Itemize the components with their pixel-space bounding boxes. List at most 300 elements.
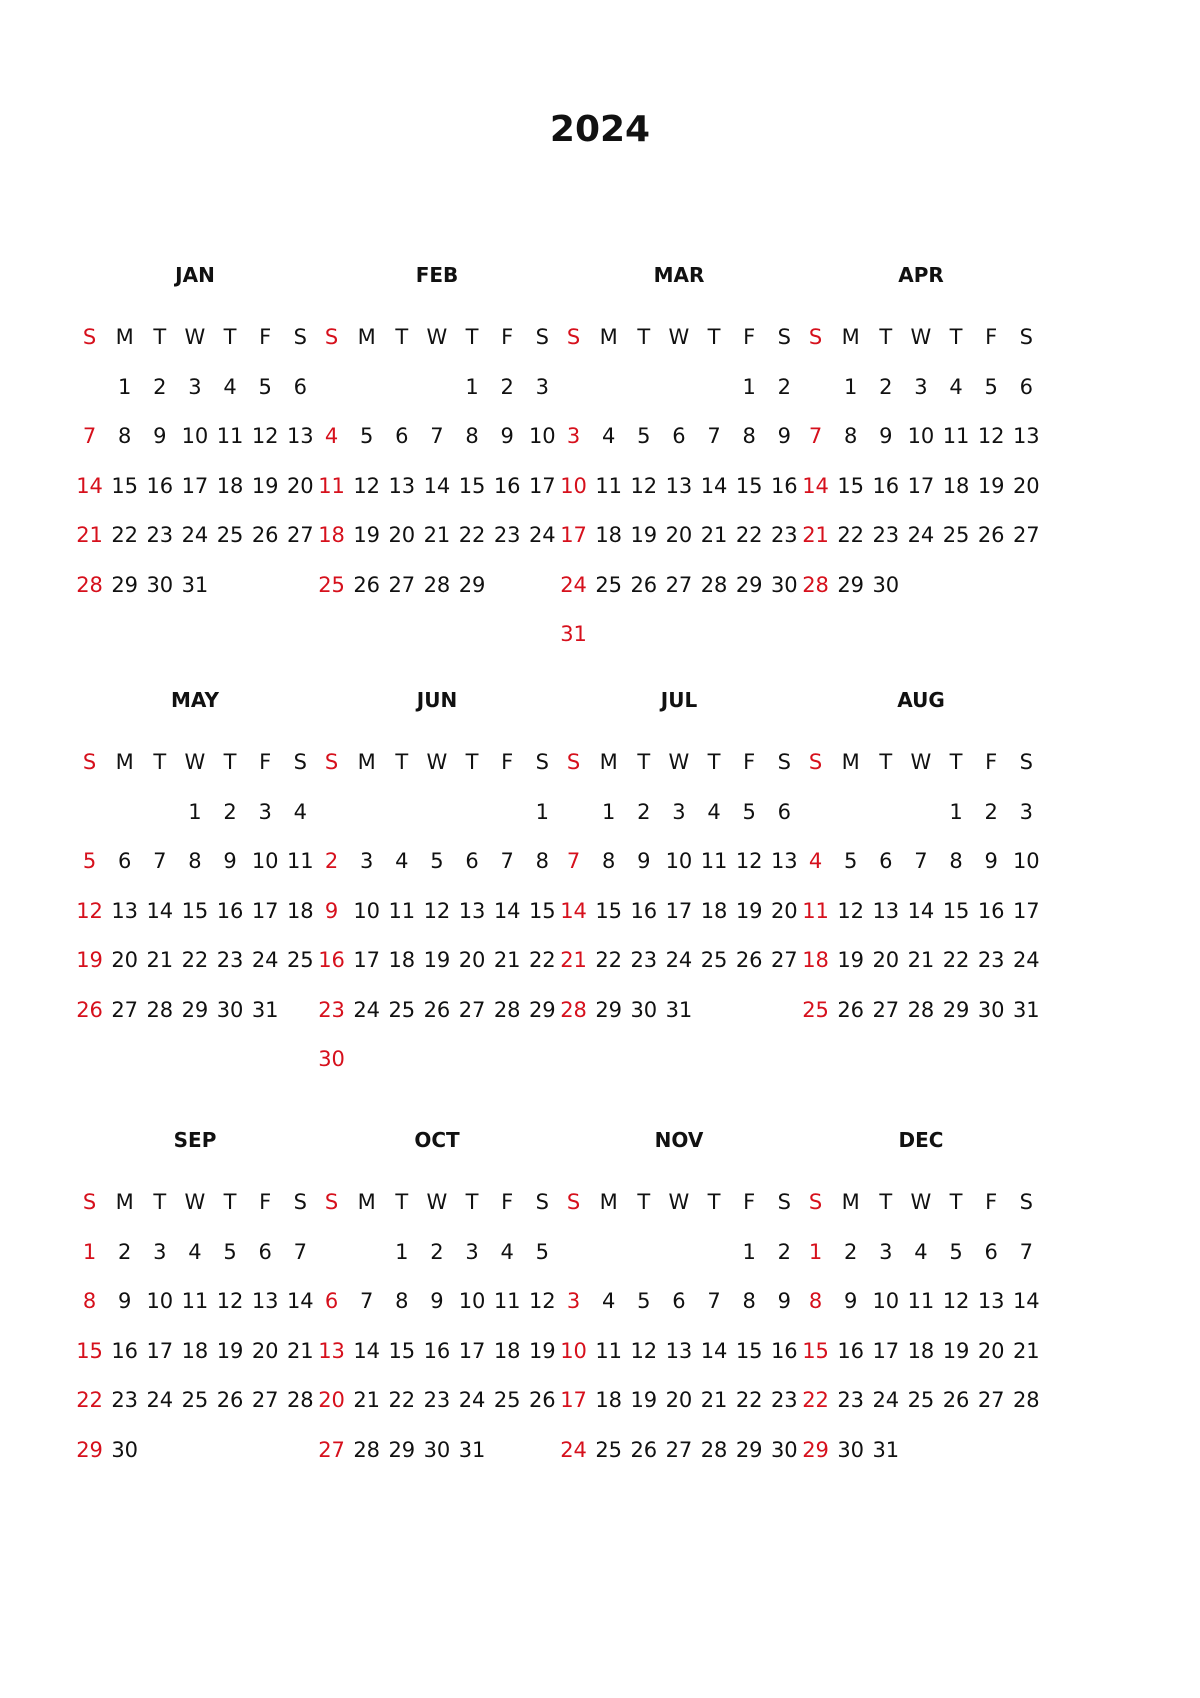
day-cell: 10 (146, 1289, 174, 1313)
empty-cell (661, 1239, 696, 1289)
day-cell: 30 (630, 997, 658, 1022)
day-cell: 6 (672, 1289, 686, 1313)
weekday-header: S (293, 325, 307, 349)
weekday-header: T (395, 750, 409, 774)
day-cell: 28 (493, 997, 521, 1022)
weekday-header: M (841, 750, 860, 774)
weekday-header: F (743, 325, 756, 349)
day-cell: 25 (595, 1437, 623, 1462)
day-cell: 18 (700, 898, 728, 923)
day-cell: 26 (423, 997, 451, 1022)
day-cell: 18 (595, 1388, 623, 1412)
day-cell: 25 (942, 523, 970, 547)
day-cell: 21 (423, 523, 451, 547)
day-cell: 24 (665, 948, 693, 972)
day-cell: 17 (251, 898, 279, 923)
day-cell: 23 (837, 1388, 865, 1412)
day-cell: 21 (802, 523, 829, 547)
empty-cell (556, 374, 591, 424)
day-cell: 16 (872, 473, 900, 498)
day-cell: 14 (146, 898, 174, 923)
day-cell: 19 (630, 1388, 658, 1412)
day-cell: 28 (802, 572, 829, 597)
weekday-header: T (879, 750, 893, 774)
day-cell: 11 (700, 849, 728, 873)
day-cell: 27 (286, 523, 314, 547)
empty-cell (868, 799, 903, 849)
day-cell: 28 (560, 997, 587, 1022)
day-cell: 15 (802, 1338, 829, 1363)
weekday-header: W (910, 1190, 932, 1214)
day-cell: 8 (602, 849, 616, 873)
day-cell: 30 (770, 572, 798, 597)
weekday-header: T (223, 750, 237, 774)
weekday-header: S (566, 1190, 581, 1214)
weekday-header: F (985, 750, 998, 774)
day-cell: 13 (286, 424, 314, 448)
weekday-header: T (707, 325, 721, 349)
weekday-header: T (879, 325, 893, 349)
weekday-header: T (949, 325, 963, 349)
weekday-header: T (395, 325, 409, 349)
day-cell: 15 (595, 898, 623, 923)
day-cell: 22 (76, 1388, 103, 1412)
day-cell: 1 (395, 1239, 409, 1264)
weekday-header: S (82, 750, 97, 774)
day-cell: 16 (630, 898, 658, 923)
weekday-header: S (324, 1190, 339, 1214)
day-cell: 7 (360, 1289, 374, 1313)
day-cell: 13 (251, 1289, 279, 1313)
day-cell: 5 (984, 374, 998, 399)
day-cell: 28 (423, 572, 451, 597)
day-cell: 20 (388, 523, 416, 547)
empty-cell (591, 1239, 626, 1289)
empty-cell (142, 799, 177, 849)
day-cell: 18 (181, 1338, 209, 1363)
day-cell: 24 (907, 523, 935, 547)
day-cell: 21 (353, 1388, 381, 1412)
day-cell: 28 (700, 572, 728, 597)
weekday-header: S (293, 750, 307, 774)
day-cell: 4 (188, 1239, 202, 1264)
day-cell: 9 (777, 424, 791, 448)
day-cell: 4 (395, 849, 409, 873)
day-cell: 12 (942, 1289, 970, 1313)
day-cell: 8 (395, 1289, 409, 1313)
day-cell: 19 (76, 948, 103, 972)
weekday-header: S (535, 750, 549, 774)
day-cell: 6 (672, 424, 686, 448)
day-cell: 23 (111, 1388, 139, 1412)
weekday-header: S (535, 1190, 549, 1214)
day-cell: 4 (324, 424, 339, 448)
day-cell: 13 (665, 1338, 693, 1363)
month-name: NOV (654, 1128, 704, 1152)
day-cell: 1 (465, 374, 479, 399)
weekday-header: T (153, 325, 167, 349)
day-cell: 11 (388, 898, 416, 923)
empty-cell (314, 374, 349, 424)
day-cell: 25 (286, 948, 314, 972)
day-cell: 11 (286, 849, 314, 873)
day-cell: 22 (181, 948, 209, 972)
day-cell: 27 (318, 1437, 345, 1462)
day-cell: 2 (324, 849, 339, 873)
day-cell: 2 (637, 799, 651, 824)
weekday-header: F (501, 325, 514, 349)
day-cell: 13 (665, 473, 693, 498)
day-cell: 1 (188, 799, 202, 824)
day-cell: 6 (324, 1289, 339, 1313)
day-cell: 21 (700, 523, 728, 547)
day-cell: 29 (528, 997, 556, 1022)
day-cell: 24 (146, 1388, 174, 1412)
day-cell: 19 (528, 1338, 556, 1363)
day-cell: 4 (293, 799, 307, 824)
day-cell: 16 (146, 473, 174, 498)
day-cell: 15 (942, 898, 970, 923)
day-cell: 8 (535, 849, 549, 873)
day-cell: 11 (493, 1289, 521, 1313)
day-cell: 22 (388, 1388, 416, 1412)
day-cell: 9 (430, 1289, 444, 1313)
day-cell: 14 (700, 473, 728, 498)
day-cell: 13 (318, 1338, 345, 1363)
day-cell: 11 (595, 1338, 623, 1363)
day-cell: 6 (984, 1239, 998, 1264)
day-cell: 24 (353, 997, 381, 1022)
day-cell: 26 (353, 572, 381, 597)
weekday-header: T (949, 750, 963, 774)
day-cell: 23 (872, 523, 900, 547)
day-cell: 14 (907, 898, 935, 923)
day-cell: 18 (907, 1338, 935, 1363)
day-cell: 5 (637, 1289, 651, 1313)
day-cell: 28 (700, 1437, 728, 1462)
month-name: JAN (175, 263, 215, 287)
weekday-header: S (808, 750, 823, 774)
day-cell: 22 (111, 523, 139, 547)
day-cell: 18 (388, 948, 416, 972)
day-cell: 11 (942, 424, 970, 448)
day-cell: 27 (872, 997, 900, 1022)
day-cell: 31 (560, 622, 587, 646)
day-cell: 27 (665, 1437, 693, 1462)
day-cell: 6 (293, 374, 307, 399)
day-cell: 20 (665, 1388, 693, 1412)
weekday-header: S (777, 1190, 791, 1214)
day-cell: 25 (595, 572, 623, 597)
day-cell: 14 (560, 898, 587, 923)
day-cell: 8 (808, 1289, 823, 1313)
day-cell: 11 (181, 1289, 209, 1313)
day-cell: 19 (942, 1338, 970, 1363)
day-cell: 29 (388, 1437, 416, 1462)
day-cell: 22 (837, 523, 865, 547)
day-cell: 9 (984, 849, 998, 873)
weekday-header: S (1019, 1190, 1033, 1214)
day-cell: 25 (493, 1388, 521, 1412)
day-cell: 27 (388, 572, 416, 597)
day-cell: 5 (82, 849, 97, 873)
day-cell: 19 (216, 1338, 244, 1363)
day-cell: 2 (430, 1239, 444, 1264)
day-cell: 7 (293, 1239, 307, 1264)
weekday-header: W (910, 325, 932, 349)
day-cell: 21 (907, 948, 935, 972)
weekday-header: T (153, 750, 167, 774)
empty-cell (349, 1239, 384, 1289)
day-cell: 26 (837, 997, 865, 1022)
day-cell: 19 (837, 948, 865, 972)
weekday-header: T (153, 1190, 167, 1214)
day-cell: 2 (879, 374, 893, 399)
weekday-header: T (223, 325, 237, 349)
day-cell: 18 (942, 473, 970, 498)
day-cell: 13 (458, 898, 486, 923)
day-cell: 10 (528, 424, 556, 448)
day-cell: 5 (637, 424, 651, 448)
day-cell: 30 (977, 997, 1005, 1022)
day-cell: 31 (458, 1437, 486, 1462)
day-cell: 30 (216, 997, 244, 1022)
day-cell: 3 (566, 424, 581, 448)
day-cell: 23 (318, 997, 345, 1022)
day-cell: 19 (251, 473, 279, 498)
weekday-header: S (82, 325, 97, 349)
day-cell: 23 (423, 1388, 451, 1412)
day-cell: 13 (111, 898, 139, 923)
day-cell: 7 (566, 849, 581, 873)
day-cell: 5 (223, 1239, 237, 1264)
empty-cell (72, 374, 107, 424)
day-cell: 20 (1012, 473, 1040, 498)
empty-cell (556, 799, 591, 849)
empty-cell (107, 799, 142, 849)
year-title: 2024 (549, 109, 651, 150)
day-cell: 2 (223, 799, 237, 824)
day-cell: 22 (735, 523, 763, 547)
day-cell: 18 (286, 898, 314, 923)
day-cell: 27 (770, 948, 798, 972)
day-cell: 17 (907, 473, 935, 498)
day-cell: 6 (777, 799, 791, 824)
day-cell: 17 (560, 1388, 587, 1412)
day-cell: 2 (153, 374, 167, 399)
day-cell: 31 (181, 572, 209, 597)
weekday-header: S (566, 750, 581, 774)
day-cell: 28 (1012, 1388, 1040, 1412)
weekday-header: M (357, 1190, 376, 1214)
day-cell: 23 (770, 1388, 798, 1412)
day-cell: 20 (251, 1338, 279, 1363)
day-cell: 27 (251, 1388, 279, 1412)
weekday-header: F (985, 1190, 998, 1214)
day-cell: 8 (465, 424, 479, 448)
day-cell: 29 (735, 572, 763, 597)
day-cell: 3 (153, 1239, 167, 1264)
day-cell: 20 (111, 948, 139, 972)
weekday-header: T (223, 1190, 237, 1214)
day-cell: 10 (458, 1289, 486, 1313)
day-cell: 24 (458, 1388, 486, 1412)
empty-cell (384, 799, 419, 849)
day-cell: 14 (802, 473, 829, 498)
day-cell: 24 (872, 1388, 900, 1412)
empty-cell (697, 374, 732, 424)
day-cell: 2 (984, 799, 998, 824)
day-cell: 8 (949, 849, 963, 873)
day-cell: 23 (977, 948, 1005, 972)
weekday-header: W (668, 325, 690, 349)
day-cell: 2 (777, 1239, 791, 1264)
weekday-header: M (841, 325, 860, 349)
day-cell: 28 (907, 997, 935, 1022)
day-cell: 13 (977, 1289, 1005, 1313)
day-cell: 16 (423, 1338, 451, 1363)
day-cell: 29 (595, 997, 623, 1022)
day-cell: 3 (465, 1239, 479, 1264)
day-cell: 4 (949, 374, 963, 399)
day-cell: 13 (388, 473, 416, 498)
day-cell: 30 (423, 1437, 451, 1462)
day-grid (314, 1189, 560, 1486)
day-cell: 26 (251, 523, 279, 547)
month-name: FEB (415, 263, 459, 287)
day-cell: 10 (1012, 849, 1040, 873)
day-cell: 9 (153, 424, 167, 448)
day-cell: 22 (942, 948, 970, 972)
day-cell: 12 (251, 424, 279, 448)
day-cell: 5 (430, 849, 444, 873)
empty-cell (349, 374, 384, 424)
day-cell: 1 (949, 799, 963, 824)
day-cell: 15 (458, 473, 486, 498)
day-cell: 30 (318, 1047, 345, 1071)
day-cell: 1 (602, 799, 616, 824)
weekday-header: T (465, 1190, 479, 1214)
empty-cell (697, 1239, 732, 1289)
day-cell: 7 (82, 424, 97, 448)
day-cell: 15 (181, 898, 209, 923)
day-cell: 10 (251, 849, 279, 873)
day-cell: 21 (493, 948, 521, 972)
day-cell: 29 (837, 572, 865, 597)
day-cell: 3 (360, 849, 374, 873)
day-cell: 19 (423, 948, 451, 972)
empty-cell (455, 799, 490, 849)
day-cell: 29 (111, 572, 139, 597)
day-cell: 7 (500, 849, 514, 873)
day-grid (314, 749, 560, 1096)
day-cell: 3 (566, 1289, 581, 1313)
day-cell: 2 (500, 374, 514, 399)
day-cell: 25 (181, 1388, 209, 1412)
weekday-header: M (115, 750, 134, 774)
weekday-header: T (465, 750, 479, 774)
weekday-header: S (777, 750, 791, 774)
day-cell: 6 (465, 849, 479, 873)
day-cell: 6 (879, 849, 893, 873)
day-cell: 20 (770, 898, 798, 923)
day-cell: 22 (458, 523, 486, 547)
day-cell: 20 (318, 1388, 345, 1412)
weekday-header: S (1019, 750, 1033, 774)
day-cell: 24 (560, 572, 587, 597)
month-name: DEC (898, 1128, 944, 1152)
day-cell: 10 (353, 898, 381, 923)
day-cell: 27 (111, 997, 139, 1022)
day-cell: 12 (76, 898, 103, 923)
day-cell: 5 (949, 1239, 963, 1264)
day-cell: 16 (977, 898, 1005, 923)
day-cell: 29 (76, 1437, 103, 1462)
month-name: MAY (171, 688, 219, 712)
day-cell: 6 (1019, 374, 1033, 399)
day-cell: 16 (770, 473, 798, 498)
day-cell: 21 (700, 1388, 728, 1412)
weekday-header: T (637, 325, 651, 349)
day-cell: 2 (844, 1239, 858, 1264)
day-cell: 7 (153, 849, 167, 873)
day-cell: 4 (602, 424, 616, 448)
day-cell: 17 (1012, 898, 1040, 923)
day-cell: 7 (707, 424, 721, 448)
day-cell: 21 (76, 523, 103, 547)
day-cell: 17 (458, 1338, 486, 1363)
day-cell: 5 (535, 1239, 549, 1264)
day-cell: 28 (286, 1388, 314, 1412)
empty-cell (626, 374, 661, 424)
weekday-header: S (777, 325, 791, 349)
day-cell: 6 (258, 1239, 272, 1264)
weekday-header: T (707, 1190, 721, 1214)
day-cell: 12 (528, 1289, 556, 1313)
day-cell: 27 (1012, 523, 1040, 547)
day-cell: 26 (630, 1437, 658, 1462)
day-cell: 24 (560, 1437, 587, 1462)
month-name: JUL (660, 688, 698, 712)
day-cell: 9 (777, 1289, 791, 1313)
empty-cell (419, 374, 454, 424)
day-cell: 26 (735, 948, 763, 972)
empty-cell (556, 1239, 591, 1289)
day-cell: 16 (493, 473, 521, 498)
day-grid (556, 749, 802, 1046)
month-name: AUG (897, 688, 945, 712)
day-cell: 6 (395, 424, 409, 448)
weekday-header: T (949, 1190, 963, 1214)
day-cell: 26 (528, 1388, 556, 1412)
weekday-header: F (259, 325, 272, 349)
day-cell: 12 (630, 473, 658, 498)
day-cell: 30 (837, 1437, 865, 1462)
day-grid (72, 324, 318, 621)
day-cell: 7 (707, 1289, 721, 1313)
day-cell: 24 (251, 948, 279, 972)
day-cell: 22 (595, 948, 623, 972)
day-cell: 3 (672, 799, 686, 824)
weekday-header: M (599, 1190, 618, 1214)
day-cell: 15 (528, 898, 556, 923)
weekday-header: F (743, 1190, 756, 1214)
day-cell: 5 (360, 424, 374, 448)
day-cell: 31 (872, 1437, 900, 1462)
day-cell: 31 (665, 997, 693, 1022)
weekday-header: W (184, 325, 206, 349)
weekday-header: T (637, 1190, 651, 1214)
